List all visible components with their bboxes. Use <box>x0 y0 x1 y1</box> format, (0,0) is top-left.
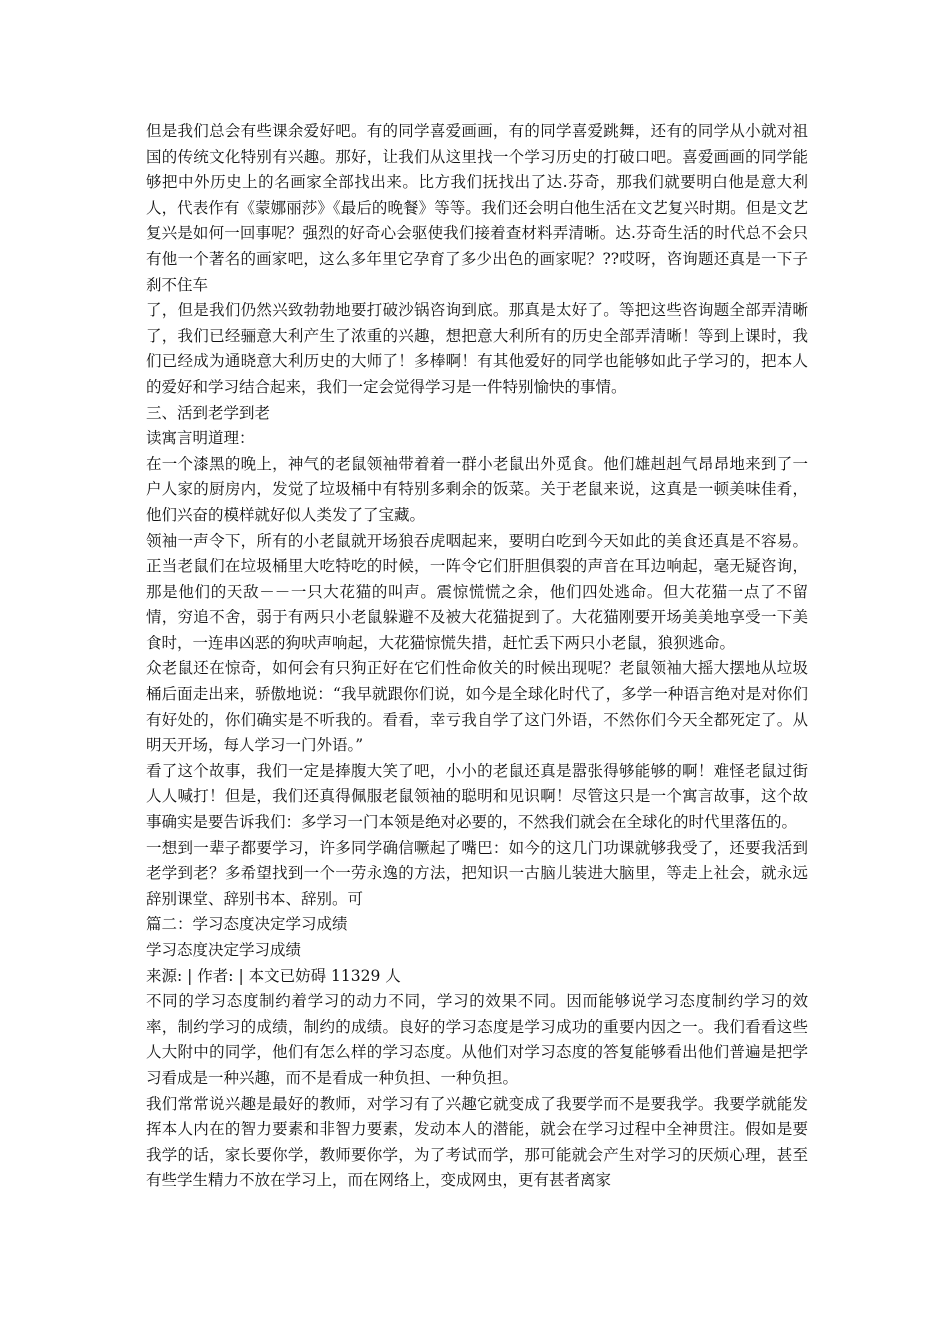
paragraph-hobby-learning-continued: 了，但是我们仍然兴致勃勃地要打破沙锅咨询到底。那真是太好了。等把这些咨询题全部弄清晰了，我们已经骊意大利产生了浓重的兴趣，想把意大利所有的历史全部弄清晰！等到上课时，我们已经成为通晓意大利历史的大师了！多棒啊！有其他爱好的同学也能够如此子学习的，把本人的爱好和学习结合起来，我们一定会觉得学习是一件特别愉快的事情。 <box>146 301 808 396</box>
document-body <box>146 119 808 1194</box>
paragraph-hobby-learning: 但是我们总会有些课余爱好吧。有的同学喜爱画画，有的同学喜爱跳舞，还有的同学从小就对祖国的传统文化特别有兴趣。那好，让我们从这里找一个学习历史的打破口吧。喜爱画画的同学能够把中外历史上的名画家全部找出来。比方我们抚找出了达.芬奇，那我们就要明白他是意大利人，代表作有《蒙娜丽莎》《最后的晚餐》等等。我们还会明白他生活在文艺复兴时期。但是文艺复兴是如何一回事呢？强烈的好奇心会驱使我们接着查材料弄清晰。达.芬奇生活的时代总不会只有他一个著名的画家吧，这么多年里它孕育了多少出色的画家呢？??哎呀，咨询题还真是一下子刹不住车 <box>146 122 808 294</box>
paragraph-lifelong-reluctance: 一想到一辈子都要学习，许多同学确信噘起了嘴巴：如今的这几门功课就够我受了，还要我活到老学到老？多希望找到一个一劳永逸的方法，把知识一古脑儿装进大脑里，等走上社会，就永远辞别课堂、辞别书本、辞别。可 <box>146 838 808 908</box>
paragraph-fable-dog-bark: 众老鼠还在惊奇，如何会有只狗正好在它们性命攸关的时候出现呢？老鼠领袖大摇大摆地从垃圾桶后面走出来，骄傲地说：“我早就跟你们说，如今是全球化时代了，多学一种语言绝对是对你们有好处的，你们确实是不听我的。看看，幸亏我自学了这门外语，不然你们今天全都死定了。从明天开场，每人学习一门外语。” <box>146 659 808 755</box>
article-title: 学习态度决定学习成绩 <box>146 941 302 959</box>
article-source-line: 来源: | 作者: | 本文已妨碍 11329 人 <box>146 966 401 985</box>
section-heading-lifelong-learning: 三、活到老学到老 <box>146 403 271 422</box>
fable-intro-line: 读寓言明道理： <box>146 429 255 448</box>
paragraph-fable-moral: 看了这个故事，我们一定是捧腹大笑了吧，小小的老鼠还真是嚣张得够能够的啊！难怪老鼠过街人人喊打！但是，我们还真得佩服老鼠领袖的聪明和见识啊！尽管这只是一个寓言故事，这个故事确实是要告诉我们：多学习一门本领是绝对必要的，不然我们就会在全球化的时代里落伍的。 <box>146 761 808 832</box>
paragraph-interest-teacher: 我们常常说兴趣是最好的教师，对学习有了兴趣它就变成了我要学而不是要我学。我要学就能发挥本人内在的智力要素和非智力要素，发动本人的潜能，就会在学习过程中全神贯注。假如是要我学的话，家长要你学，教师要你学，为了考试而学，那可能就会产生对学习的厌烦心理，甚至有些学生精力不放在学习上，而在网络上，变成网虫，更有甚者离家 <box>146 1094 808 1190</box>
paragraph-fable-cat: 领袖一声令下，所有的小老鼠就开场狼吞虎咽起来，要明白吃到今天如此的美食还真是不容易。正当老鼠们在垃圾桶里大吃特吃的时候，一阵令它们肝胆俱裂的声音在耳边响起，毫无疑咨询，那是他们的天敌－－一只大花猫的叫声。震惊慌慌之余，他们四处逃命。但大花猫一点了不留情，穷追不舍，弱于有两只小老鼠躲避不及被大花猫捉到了。大花猫刚要开场美美地享受一下美食时，一连串凶恶的狗吠声响起，大花猫惊慌失措，赶忙丢下两只小老鼠，狼狈逃命。 <box>146 531 808 652</box>
paragraph-attitude-effect: 不同的学习态度制约着学习的动力不同，学习的效果不同。因而能够说学习态度制约学习的效率，制约学习的成绩，制约的成绩。良好的学习态度是学习成功的重要内因之一。我们看看这些人大附中的同学，他们有怎么样的学习态度。从他们对学习态度的答复能够看出他们普遍是把学习看成是一种兴趣，而不是看成一种负担、一种负担。 <box>146 992 808 1087</box>
chapter-two-heading: 篇二：学习态度决定学习成绩 <box>146 915 348 934</box>
paragraph-fable-night: 在一个漆黑的晚上，神气的老鼠领袖带着着一群小老鼠出外觅食。他们雄赳赳气昂昂地来到了一户人家的厨房内，发觉了垃圾桶中有特别多剩余的饭菜。关于老鼠来说，这真是一顿美味佳肴，他们兴奋的模样就好似人类发了了宝藏。 <box>146 454 808 524</box>
